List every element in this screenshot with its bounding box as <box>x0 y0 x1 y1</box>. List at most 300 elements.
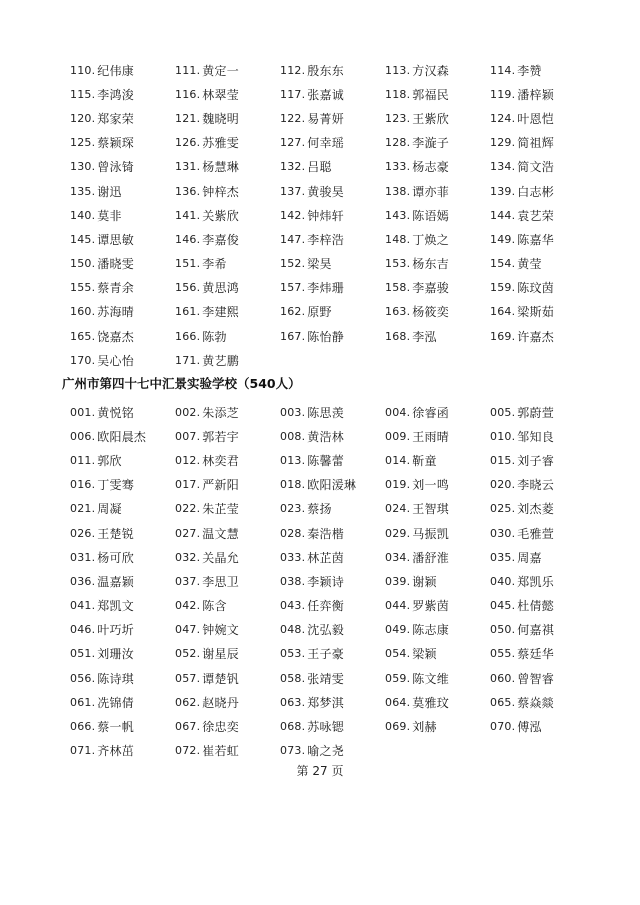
list-item <box>280 594 385 618</box>
entry-number: 137. <box>280 184 306 198</box>
entry-number: 021. <box>70 502 96 516</box>
entry-number: 171. <box>175 353 201 367</box>
entry-name: 靳童 <box>412 453 437 468</box>
page-number: 第 27 页 <box>296 764 344 778</box>
list-item <box>280 473 385 497</box>
list-item <box>175 473 280 497</box>
entry-name: 许嘉杰 <box>517 329 554 344</box>
list-item <box>280 569 385 593</box>
list-item <box>385 618 490 642</box>
entry-name: 陈诗琪 <box>97 671 134 686</box>
entry-name: 周嘉 <box>517 550 542 565</box>
entry-number: 164. <box>490 305 516 319</box>
entry-name: 郑凯文 <box>97 599 134 614</box>
entry-number: 038. <box>280 574 306 588</box>
list-item <box>490 400 595 424</box>
entry-number: 018. <box>280 478 306 492</box>
entry-number: 063. <box>280 695 306 709</box>
entry-number: 030. <box>490 526 516 540</box>
list-item <box>490 618 595 642</box>
entry-number: 071. <box>70 744 96 758</box>
entry-number: 043. <box>280 599 306 613</box>
list-item <box>175 618 280 642</box>
entry-name: 饶嘉杰 <box>97 329 134 344</box>
list-item <box>175 424 280 448</box>
list-item <box>175 642 280 666</box>
list-item <box>280 400 385 424</box>
entry-name: 钟炜轩 <box>307 208 344 223</box>
entry-name: 苏雅雯 <box>202 136 239 151</box>
entry-name: 郭蔚萱 <box>517 405 554 420</box>
entry-number: 006. <box>70 429 96 443</box>
entry-name: 刘一鸣 <box>412 478 449 493</box>
list-item <box>175 58 280 82</box>
list-item <box>385 227 490 251</box>
entry-name: 黄思鸿 <box>202 281 239 296</box>
entry-name: 苏海晴 <box>97 305 134 320</box>
list-item <box>385 252 490 276</box>
entry-number: 157. <box>280 281 306 295</box>
entry-number: 159. <box>490 281 516 295</box>
list-item <box>490 203 595 227</box>
entry-name: 周凝 <box>97 502 122 517</box>
entry-name: 谭思敏 <box>97 232 134 247</box>
entry-name: 任弈衡 <box>307 599 344 614</box>
entry-name: 谭亦菲 <box>412 184 449 199</box>
entry-name: 魏晓明 <box>202 111 239 126</box>
entry-name: 冼锦倩 <box>97 695 134 710</box>
entry-name: 李泓 <box>412 329 437 344</box>
list-item <box>280 690 385 714</box>
list-item <box>490 252 595 276</box>
entry-number: 125. <box>70 136 96 150</box>
entry-number: 064. <box>385 695 411 709</box>
entry-name: 梁斯茹 <box>517 305 554 320</box>
entry-name: 叶巧圻 <box>97 623 134 638</box>
list-item <box>70 227 175 251</box>
list-item <box>175 400 280 424</box>
entry-name: 方汉森 <box>412 63 449 78</box>
list-item <box>280 155 385 179</box>
list-item <box>70 473 175 497</box>
entry-number: 046. <box>70 623 96 637</box>
entry-number: 165. <box>70 329 96 343</box>
entry-number: 151. <box>175 257 201 271</box>
entry-name: 李建熙 <box>202 305 239 320</box>
list-item <box>175 203 280 227</box>
entry-name: 黄艺鹏 <box>202 353 239 368</box>
list-item <box>70 594 175 618</box>
list-item <box>280 324 385 348</box>
list-item <box>280 179 385 203</box>
entry-name: 王智琪 <box>412 502 449 517</box>
entry-name: 蔡焱燚 <box>517 695 554 710</box>
list-item <box>385 179 490 203</box>
entry-name: 郑家荣 <box>97 111 134 126</box>
list-item <box>70 106 175 130</box>
list-item <box>490 106 595 130</box>
list-item <box>175 82 280 106</box>
list-item <box>175 569 280 593</box>
list-item <box>280 666 385 690</box>
list-item <box>70 545 175 569</box>
list-item <box>70 569 175 593</box>
entry-number: 024. <box>385 502 411 516</box>
entry-name: 齐林茁 <box>97 744 134 759</box>
entry-number: 001. <box>70 405 96 419</box>
entry-number: 153. <box>385 257 411 271</box>
entry-number: 060. <box>490 671 516 685</box>
entry-number: 041. <box>70 599 96 613</box>
entry-number: 040. <box>490 574 516 588</box>
entry-number: 015. <box>490 453 516 467</box>
list-item <box>280 642 385 666</box>
entry-number: 056. <box>70 671 96 685</box>
entry-name: 杨可欣 <box>97 550 134 565</box>
entry-number: 139. <box>490 184 516 198</box>
entry-name: 陈文维 <box>412 671 449 686</box>
entry-number: 025. <box>490 502 516 516</box>
entry-number: 146. <box>175 232 201 246</box>
list-item <box>490 227 595 251</box>
list-item <box>280 227 385 251</box>
entry-name: 马振凯 <box>412 526 449 541</box>
entry-name: 莫非 <box>97 208 122 223</box>
list-item <box>385 203 490 227</box>
entry-number: 054. <box>385 647 411 661</box>
entry-number: 047. <box>175 623 201 637</box>
list-item <box>175 714 280 738</box>
list-item <box>70 497 175 521</box>
entry-name: 叶恩恺 <box>517 111 554 126</box>
entry-name: 郑凯乐 <box>517 574 554 589</box>
list-item <box>70 348 175 372</box>
entry-number: 143. <box>385 208 411 222</box>
list-item <box>70 690 175 714</box>
entry-name: 陈怡静 <box>307 329 344 344</box>
entry-name: 谭楚钒 <box>202 671 239 686</box>
entry-number: 065. <box>490 695 516 709</box>
list-item <box>490 642 595 666</box>
list-item <box>490 521 595 545</box>
entry-number: 166. <box>175 329 201 343</box>
list-item <box>385 448 490 472</box>
entry-name: 谢星辰 <box>202 647 239 662</box>
entry-number: 008. <box>280 429 306 443</box>
entry-number: 161. <box>175 305 201 319</box>
list-item <box>70 155 175 179</box>
entry-name: 陈嘉华 <box>517 232 554 247</box>
entry-number: 141. <box>175 208 201 222</box>
entry-number: 119. <box>490 87 516 101</box>
list-item <box>280 618 385 642</box>
list-item <box>385 424 490 448</box>
entry-number: 033. <box>280 550 306 564</box>
list-item <box>175 666 280 690</box>
list-item <box>175 252 280 276</box>
entry-name: 崔若虹 <box>202 744 239 759</box>
entry-name: 李颖诗 <box>307 574 344 589</box>
entry-name: 严新阳 <box>202 478 239 493</box>
list-item <box>280 739 385 763</box>
list-item <box>385 473 490 497</box>
entry-number: 017. <box>175 478 201 492</box>
entry-name: 潘晓雯 <box>97 257 134 272</box>
entry-number: 010. <box>490 429 516 443</box>
list-item <box>280 448 385 472</box>
entry-number: 124. <box>490 111 516 125</box>
entry-name: 郭若宇 <box>202 429 239 444</box>
entry-name: 邹知良 <box>517 429 554 444</box>
entry-number: 114. <box>490 63 516 77</box>
list-item <box>175 155 280 179</box>
entry-number: 126. <box>175 136 201 150</box>
entry-name: 林奕君 <box>202 453 239 468</box>
list-item <box>175 594 280 618</box>
list-item <box>70 203 175 227</box>
entry-number: 121. <box>175 111 201 125</box>
entry-name: 谢颖 <box>412 574 437 589</box>
entry-name: 梁颖 <box>412 647 437 662</box>
entry-number: 135. <box>70 184 96 198</box>
entry-name: 王雨晴 <box>412 429 449 444</box>
entry-name: 陈馨蕾 <box>307 453 344 468</box>
entry-number: 134. <box>490 160 516 174</box>
entry-number: 170. <box>70 353 96 367</box>
entry-number: 073. <box>280 744 306 758</box>
entry-name: 蔡一帆 <box>97 720 134 735</box>
list-item <box>385 666 490 690</box>
entry-name: 朱添芝 <box>202 405 239 420</box>
entry-number: 023. <box>280 502 306 516</box>
entry-name: 李晓云 <box>517 478 554 493</box>
entry-number: 149. <box>490 232 516 246</box>
entry-name: 刘杰菱 <box>517 502 554 517</box>
entry-number: 052. <box>175 647 201 661</box>
list-item <box>385 106 490 130</box>
entry-number: 154. <box>490 257 516 271</box>
list-item <box>280 521 385 545</box>
list-item <box>490 473 595 497</box>
entry-name: 白志彬 <box>517 184 554 199</box>
list-item <box>175 448 280 472</box>
entry-name: 黄浩林 <box>307 429 344 444</box>
entry-name: 杨筱奕 <box>412 305 449 320</box>
entry-number: 061. <box>70 695 96 709</box>
entry-name: 沈弘毅 <box>307 623 344 638</box>
entry-name: 莫雅玟 <box>412 695 449 710</box>
entry-name: 曾智睿 <box>517 671 554 686</box>
list-item <box>385 594 490 618</box>
entry-name: 钟婉文 <box>202 623 239 638</box>
entry-number: 049. <box>385 623 411 637</box>
entry-number: 027. <box>175 526 201 540</box>
entry-name: 黄悦铭 <box>97 405 134 420</box>
list-item <box>175 227 280 251</box>
list-item <box>490 324 595 348</box>
entry-number: 066. <box>70 720 96 734</box>
entry-name: 简文浩 <box>517 160 554 175</box>
list-item <box>490 714 595 738</box>
entry-name: 温文慧 <box>202 526 239 541</box>
entry-number: 034. <box>385 550 411 564</box>
list-item <box>385 521 490 545</box>
list-item <box>280 203 385 227</box>
entry-number: 057. <box>175 671 201 685</box>
entry-number: 032. <box>175 550 201 564</box>
list-item <box>175 300 280 324</box>
list-item <box>385 58 490 82</box>
entry-name: 谢迅 <box>97 184 122 199</box>
list-item <box>70 131 175 155</box>
entry-number: 058. <box>280 671 306 685</box>
list-item <box>175 545 280 569</box>
list-item <box>280 300 385 324</box>
entry-number: 168. <box>385 329 411 343</box>
entry-number: 026. <box>70 526 96 540</box>
entry-number: 148. <box>385 232 411 246</box>
entry-number: 053. <box>280 647 306 661</box>
entry-name: 秦浩楷 <box>307 526 344 541</box>
entry-number: 117. <box>280 87 306 101</box>
list-item <box>280 497 385 521</box>
entry-number: 069. <box>385 720 411 734</box>
list-item <box>280 106 385 130</box>
entry-name: 李嘉俊 <box>202 232 239 247</box>
list-item <box>70 739 175 763</box>
entry-number: 012. <box>175 453 201 467</box>
entry-name: 蔡颖琛 <box>97 136 134 151</box>
list-item <box>385 324 490 348</box>
entry-number: 042. <box>175 599 201 613</box>
entry-name: 潘梓颖 <box>517 87 554 102</box>
list-item <box>175 179 280 203</box>
list-item <box>490 300 595 324</box>
entry-name: 吴心怡 <box>97 353 134 368</box>
entry-number: 155. <box>70 281 96 295</box>
list-item <box>70 179 175 203</box>
list-item <box>175 690 280 714</box>
entry-number: 144. <box>490 208 516 222</box>
entry-name: 毛雅萱 <box>517 526 554 541</box>
entry-name: 罗紫茵 <box>412 599 449 614</box>
entry-number: 113. <box>385 63 411 77</box>
list-item <box>490 155 595 179</box>
entry-number: 110. <box>70 63 96 77</box>
entry-name: 殷东东 <box>307 63 344 78</box>
list-item <box>385 131 490 155</box>
entry-name: 郑梦淇 <box>307 695 344 710</box>
entry-name: 梁昊 <box>307 257 332 272</box>
list-item <box>490 179 595 203</box>
entry-name: 李嘉骏 <box>412 281 449 296</box>
entry-number: 145. <box>70 232 96 246</box>
entry-name: 傅泓 <box>517 720 542 735</box>
entry-name: 欧阳晨杰 <box>97 429 147 444</box>
entry-number: 044. <box>385 599 411 613</box>
entry-number: 028. <box>280 526 306 540</box>
entry-name: 丁雯骞 <box>97 478 134 493</box>
entry-name: 张嘉诚 <box>307 87 344 102</box>
list-item <box>490 594 595 618</box>
entry-name: 蔡廷华 <box>517 647 554 662</box>
list-item <box>175 521 280 545</box>
list-item <box>70 521 175 545</box>
entry-number: 158. <box>385 281 411 295</box>
entry-number: 142. <box>280 208 306 222</box>
entry-number: 120. <box>70 111 96 125</box>
entry-name: 杨慧琳 <box>202 160 239 175</box>
entry-number: 011. <box>70 453 96 467</box>
entry-name: 苏咏锶 <box>307 720 344 735</box>
entry-name: 温嘉颖 <box>97 574 134 589</box>
entry-name: 钟梓杰 <box>202 184 239 199</box>
entry-name: 王楚锐 <box>97 526 134 541</box>
entry-number: 115. <box>70 87 96 101</box>
entry-name: 陈思羡 <box>307 405 344 420</box>
entry-number: 136. <box>175 184 201 198</box>
entry-name: 何幸瑶 <box>307 136 344 151</box>
list-item <box>70 618 175 642</box>
entry-number: 118. <box>385 87 411 101</box>
entry-name: 赵晓丹 <box>202 695 239 710</box>
list-item <box>175 497 280 521</box>
list-item <box>175 106 280 130</box>
list-item <box>70 400 175 424</box>
entry-number: 029. <box>385 526 411 540</box>
entry-number: 037. <box>175 574 201 588</box>
list-item <box>175 348 280 372</box>
entry-number: 162. <box>280 305 306 319</box>
list-item <box>280 714 385 738</box>
entry-name: 林芷茵 <box>307 550 344 565</box>
list-item <box>385 300 490 324</box>
entry-name: 郭福民 <box>412 87 449 102</box>
entry-number: 059. <box>385 671 411 685</box>
entry-number: 132. <box>280 160 306 174</box>
list-item <box>385 155 490 179</box>
list-item <box>175 324 280 348</box>
entry-name: 简祖辉 <box>517 136 554 151</box>
entry-name: 陈志康 <box>412 623 449 638</box>
entry-number: 062. <box>175 695 201 709</box>
entry-name: 陈含 <box>202 599 227 614</box>
list-item <box>70 714 175 738</box>
list-item <box>280 82 385 106</box>
list-item <box>490 276 595 300</box>
list-item <box>385 690 490 714</box>
list-item <box>70 324 175 348</box>
entry-number: 045. <box>490 599 516 613</box>
entry-name: 丁焕之 <box>412 232 449 247</box>
list-item <box>490 545 595 569</box>
entry-number: 128. <box>385 136 411 150</box>
list-item <box>385 642 490 666</box>
name-list-school <box>70 400 610 763</box>
entry-number: 130. <box>70 160 96 174</box>
list-item <box>385 545 490 569</box>
entry-name: 关晶允 <box>202 550 239 565</box>
entry-name: 李漩子 <box>412 136 449 151</box>
entry-number: 111. <box>175 63 201 77</box>
list-item <box>175 131 280 155</box>
entry-name: 王子豪 <box>307 647 344 662</box>
entry-number: 131. <box>175 160 201 174</box>
list-item <box>280 58 385 82</box>
entry-number: 022. <box>175 502 201 516</box>
list-item <box>280 131 385 155</box>
entry-number: 055. <box>490 647 516 661</box>
